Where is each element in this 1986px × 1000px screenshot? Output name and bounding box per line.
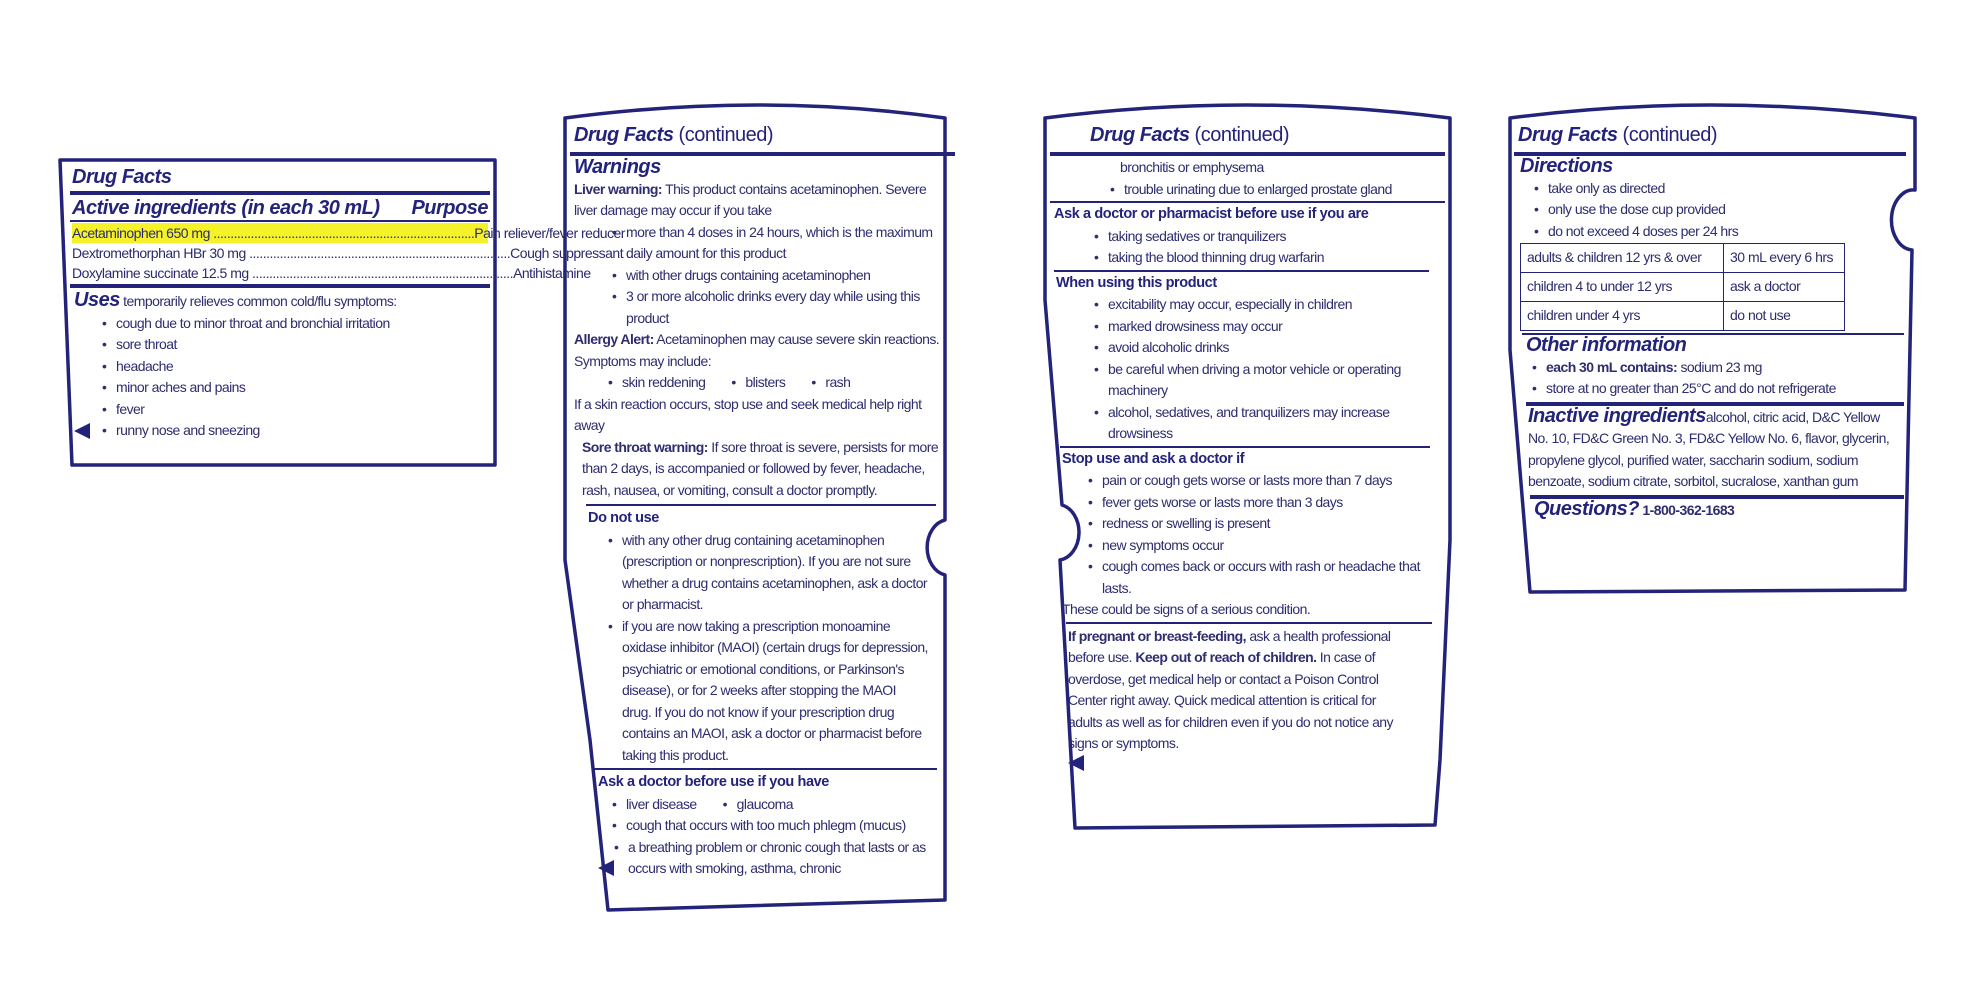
- panel-warnings: [570, 124, 955, 882]
- panel-header: Drug Facts (continued): [1090, 124, 1290, 146]
- stop-use-title: Stop use and ask a doctor if: [1062, 450, 1245, 467]
- panel-header: Drug Facts: [72, 166, 172, 188]
- ask-pharmacist-item: • taking sedatives or tranquilizers: [1094, 226, 1441, 248]
- ingredient-purpose: Pain reliever/fever reducer: [474, 225, 625, 241]
- continued-line: bronchitis or emphysema: [1120, 159, 1264, 175]
- allergy-after: If a skin reaction occurs, stop use and seek medical help right away: [574, 395, 922, 433]
- directions-title: Directions: [1520, 155, 1613, 177]
- stop-use-item: • new symptoms occur: [1088, 535, 1422, 557]
- age-cell: children under 4 yrs: [1521, 302, 1724, 331]
- allergy-alert-label: Allergy Alert:: [574, 331, 654, 347]
- dosage-table: [1520, 243, 1845, 331]
- liver-warning-label: Liver warning:: [574, 180, 662, 197]
- panel-warnings-continued: [1050, 124, 1445, 778]
- continue-arrow-icon: [1068, 755, 1084, 771]
- do-not-use-title: Do not use: [588, 510, 659, 526]
- inactive-title: Inactive ingredients: [1528, 404, 1706, 427]
- allergy-symptom: • rash: [811, 372, 850, 394]
- continue-arrow-icon: [598, 860, 614, 876]
- use-item: • minor aches and pains: [102, 377, 486, 399]
- stop-use-item: • redness or swelling is present: [1088, 513, 1422, 535]
- liver-warning-text: This product contains acetaminophen. Severe liver damage may occur if you take: [574, 180, 927, 218]
- direction-item: • only use the dose cup provided: [1534, 199, 1908, 221]
- panel-header: Drug Facts (continued): [574, 124, 774, 146]
- liver-item: • with other drugs containing acetaminophen: [612, 265, 949, 287]
- use-item: • fever: [102, 399, 486, 421]
- uses-section: [70, 288, 490, 444]
- ingredient-name: Doxylamine succinate 12.5 mg: [72, 265, 249, 281]
- allergy-alert-text: Acetaminophen may cause severe skin reactions. Symptoms may include:: [574, 331, 940, 369]
- stop-use-item: • cough comes back or occurs with rash or headache that lasts.: [1088, 556, 1422, 599]
- use-item: • headache: [102, 356, 486, 378]
- table-row: [1521, 273, 1845, 302]
- purpose-title: Purpose: [411, 197, 488, 219]
- age-cell: adults & children 12 yrs & over: [1521, 244, 1724, 273]
- other-info-item: • store at no greater than 25°C and do not refrigerate: [1532, 378, 1908, 400]
- pregnant-label: If pregnant or breast-feeding,: [1068, 627, 1246, 644]
- ask-doctor-title: Ask a doctor before use if you have: [598, 774, 829, 790]
- uses-title: Uses: [74, 289, 120, 311]
- ingredient-purpose: Antihistamine: [513, 265, 591, 281]
- leader-dots: .............................................................................: [248, 265, 514, 281]
- panel-header: Drug Facts (continued): [1518, 124, 1718, 146]
- ingredient-row: [72, 243, 624, 263]
- dose-cell: 30 mL every 6 hrs: [1724, 244, 1845, 273]
- sore-throat-label: Sore throat warning:: [582, 438, 708, 455]
- allergy-symptom: • blisters: [731, 372, 785, 394]
- ingredient-list: [70, 222, 625, 284]
- when-using-item: • marked drowsiness may occur: [1094, 316, 1431, 338]
- leader-dots: .............................................................................: [209, 225, 475, 241]
- leader-dots: .............................................................................: [245, 245, 511, 261]
- ingredient-purpose: Cough suppressant: [510, 245, 624, 261]
- other-info-item: • each 30 mL contains: sodium 23 mg: [1532, 357, 1908, 379]
- table-row: [1521, 302, 1845, 331]
- panel-directions: [1514, 124, 1912, 521]
- questions-phone: 1-800-362-1683: [1642, 501, 1735, 518]
- stop-use-after: These could be signs of a serious condition.: [1062, 601, 1311, 617]
- ask-doctor-item: • glaucoma: [723, 794, 793, 816]
- liver-item: • more than 4 doses in 24 hours, which is the maximum daily amount for this product: [612, 222, 949, 265]
- active-ingredients-title: Active ingredients (in each 30 mL): [72, 197, 380, 219]
- when-using-title: When using this product: [1056, 274, 1217, 291]
- direction-item: • take only as directed: [1534, 178, 1908, 200]
- ingredient-row: [72, 223, 625, 243]
- questions-title: Questions?: [1534, 497, 1640, 520]
- sore-throat-text: If sore throat is severe, persists for more than 2 days, is accompanied or followed by fever, headache, rash, nausea, or vomiting, consult a doctor promptly.: [582, 438, 939, 498]
- use-item: • cough due to minor throat and bronchial irritation: [102, 313, 486, 335]
- ask-pharmacist-item: • taking the blood thinning drug warfarin: [1094, 247, 1441, 269]
- age-cell: children 4 to under 12 yrs: [1521, 273, 1724, 302]
- when-using-item: • avoid alcoholic drinks: [1094, 337, 1431, 359]
- do-not-use-item: • with any other drug containing acetaminophen (prescription or nonprescription). If you are not sure whether a drug contains acetaminophen, ask a doctor or pharmacist.: [608, 530, 928, 616]
- ask-doctor-item: • liver disease: [612, 794, 697, 816]
- dose-cell: do not use: [1724, 302, 1845, 331]
- use-item: • runny nose and sneezing: [102, 420, 260, 442]
- inactive-text: alcohol, citric acid, D&C Yellow No. 10, FD&C Green No. 3, FD&C Yellow No. 6, flavor, glycerin, propylene glycol, purified water, saccharin sodium, sodium benzoate, sodium citrate, sorbitol, sucralose, xanthan gum: [1528, 408, 1890, 489]
- liver-item: • 3 or more alcoholic drinks every day while using this product: [612, 286, 949, 329]
- keep-out-label: Keep out of reach of children.: [1135, 649, 1317, 665]
- direction-item: • do not exceed 4 doses per 24 hrs: [1534, 221, 1908, 243]
- allergy-symptom: • skin reddening: [608, 372, 705, 394]
- ingredient-name: Dextromethorphan HBr 30 mg: [72, 245, 246, 261]
- continued-item: • trouble urinating due to enlarged prostate gland: [1110, 179, 1441, 201]
- warnings-title: Warnings: [574, 156, 661, 178]
- do-not-use-item: • if you are now taking a prescription monoamine oxidase inhibitor (MAOI) (certain drugs for depression, psychiatric or emotional conditions, or Parkinson's disease), or for 2 weeks after stopping the MAOI drug. If you do not know if your prescription drug contains an MAOI, ask a doctor or pharmacist before taking this product.: [608, 616, 928, 767]
- ask-doctor-item: • a breathing problem or chronic cough that lasts or as occurs with smoking, asthma, chronic: [614, 837, 933, 880]
- stop-use-item: • fever gets worse or lasts more than 3 days: [1088, 492, 1422, 514]
- dose-cell: ask a doctor: [1724, 273, 1845, 302]
- other-info-title: Other information: [1526, 334, 1687, 356]
- table-row: [1521, 244, 1845, 273]
- pregnant-text: ask a health professional before use.: [1068, 627, 1391, 665]
- use-item: • sore throat: [102, 334, 486, 356]
- when-using-item: • alcohol, sedatives, and tranquilizers may increase drowsiness: [1094, 402, 1431, 445]
- ingredient-row: [72, 263, 591, 283]
- ask-pharmacist-title: Ask a doctor or pharmacist before use if you are: [1054, 206, 1369, 222]
- overdose-text: In case of overdose, get medical help or contact a Poison Control Center right away. Quick medical attention is critical for adults as well as for children even if you do not notice any signs or symptoms.: [1068, 649, 1393, 751]
- ingredient-name: Acetaminophen 650 mg: [72, 225, 210, 241]
- uses-intro: temporarily relieves common cold/flu symptoms:: [123, 293, 397, 309]
- continue-arrow-icon: [74, 423, 90, 439]
- ask-doctor-item: • cough that occurs with too much phlegm (mucus): [612, 815, 933, 837]
- when-using-item: • excitability may occur, especially in children: [1094, 294, 1431, 316]
- when-using-item: • be careful when driving a motor vehicle or operating machinery: [1094, 359, 1431, 402]
- stop-use-item: • pain or cough gets worse or lasts more than 7 days: [1088, 470, 1422, 492]
